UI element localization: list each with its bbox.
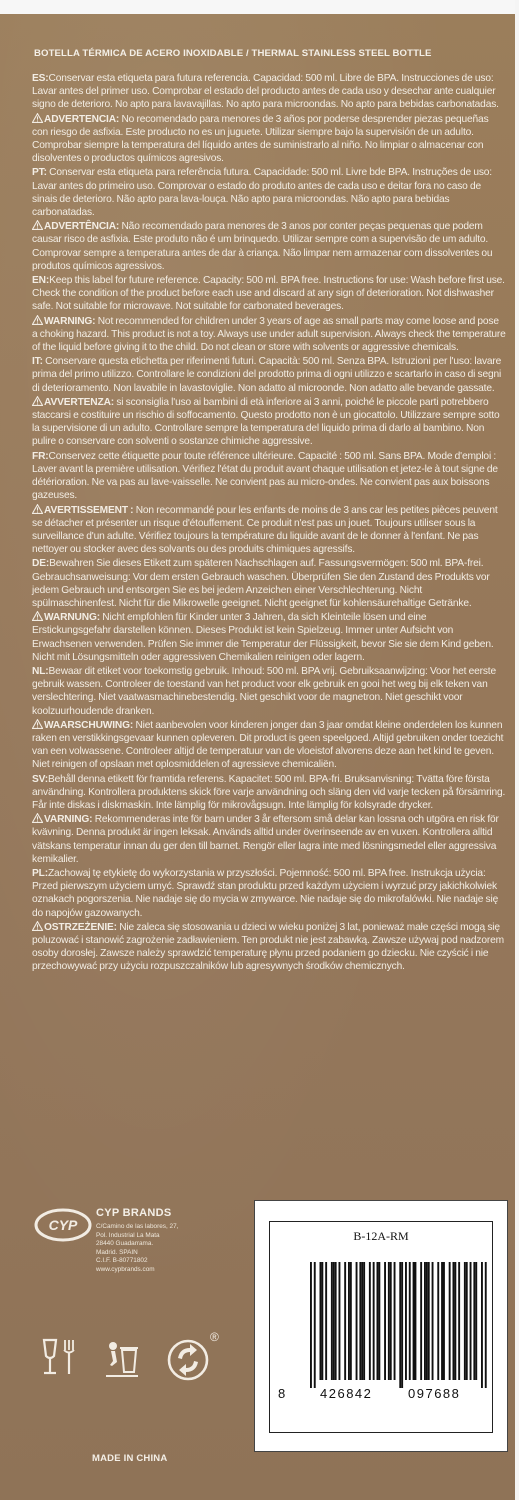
barcode-bar <box>485 1262 487 1388</box>
warning-paragraph <box>32 921 506 974</box>
cyp-logo-icon <box>34 1208 92 1242</box>
barcode-bar <box>390 1262 392 1380</box>
brand-address <box>96 1223 256 1275</box>
warning-triangle-icon <box>32 611 43 621</box>
ean-group-left: 426842 <box>320 1386 373 1401</box>
barcode-bar <box>356 1262 358 1380</box>
section-text: Behåll denna etikett för framtida referens. Kapacitet: 500 ml. BPA-fri. Bruksanvisning: Tvätta före första användning. Kontrollera produktens skick före varje användning och släng den vid varje tecken på försämring. Får inte diskas i diskmaskin. Inte lämplig för mikrovågsugn. Inte lämplig för kolsyrade drycker. <box>32 773 506 811</box>
language-code: NL: <box>32 665 49 677</box>
section-text: Non recommandé pour les enfants de moins de 3 ans car les petites pièces peuvent se détacher et présenter un risque d'étouffement. Ce produit n'est pas un jouet. Toujours utiliser sous la surveillance d'un adulte. Vérifiez toujours la température du liquide avant de le donner à l'enfant. Ne pas nettoyer ou stocker avec des solvants ou des produits chimiques agressifs. <box>32 504 498 556</box>
barcode-bar <box>348 1262 350 1380</box>
barcode-sticker <box>254 1200 508 1452</box>
warning-triangle-icon <box>32 719 43 729</box>
language-code: VARNING: <box>44 814 93 826</box>
section-text: Rekommenderas inte för barn under 3 år eftersom små delar kan lossna och utgöra en risk för kvävning. Denna produkt är ingen leksak. Används alltid under överinseende av en vuxen. Kontrollera alltid vätskans temperatur innan du ger den till barnet. Rengör eller lagra inte med lösningsmedel eller aggressiva kemikalier. <box>32 814 499 865</box>
barcode-bar <box>470 1262 472 1380</box>
symbols-row <box>38 1330 238 1386</box>
language-code: IT: <box>32 356 43 368</box>
barcode-bar <box>377 1262 379 1380</box>
language-code: WAARSCHUWING: <box>44 719 134 731</box>
info-paragraph <box>32 773 506 813</box>
right-edge <box>515 0 519 1500</box>
barcode-bar <box>443 1262 445 1380</box>
barcode-bar <box>454 1262 456 1380</box>
section-text: Zachowaj tę etykietę do wykorzystania w przyszłości. Pojemność: 500 ml. BPA free. Instrukcja użycia: Przed pierwszym użyciem umyć. Sprawdź stan produktu przed każdym użyciem i wyrzuć przy jakichkolwiek oznakach pogorszenia. Nie nadaje się do mycia w zmywarce. Nie nadaje się do mikrofalówki. Nie nadaje się do napojów gazowanych. <box>32 867 499 919</box>
registered-mark: ® <box>210 1330 219 1344</box>
barcode-bar <box>344 1262 346 1380</box>
section-text: Conservar esta etiqueta para futura referencia. Capacidad: 500 ml. Libre de BPA. Instrucciones de uso: Lavar antes del primer uso. Comprobar el estado del producto antes de cada uso y desechar ante cualquier signo de deterioro. No apto para lavavajillas. No apto para microondas. No apto para bebidas carbonatadas. <box>32 73 499 111</box>
barcode-bar <box>361 1262 363 1380</box>
language-code: AVERTISSEMENT : <box>44 504 134 516</box>
warning-triangle-icon <box>32 113 43 123</box>
section-text: Nicht empfohlen für Kinder unter 3 Jahren, da sich Kleinteile lösen und eine Erstickungsgefahr darstellen können. Dieses Produkt ist kein Spielzeug. Immer unter Aufsicht von Erwachsenen verwenden. Prüfen Sie immer die Temperatur der Flüssigkeit, bevor Sie sie dem Kind geben. Nicht mit Lösungsmitteln oder aggressiven Chemikalien reinigen oder lagern. <box>32 612 494 663</box>
barcode-bar <box>420 1262 422 1380</box>
warning-paragraph <box>32 813 506 866</box>
address-line: C.I.F. B-80771802 <box>96 1257 148 1265</box>
barcode-bar <box>409 1262 411 1380</box>
barcode-bar <box>464 1262 466 1380</box>
barcode-bar <box>405 1262 407 1380</box>
warning-paragraph <box>32 719 506 772</box>
address-line: C/Camino de las labores, 27, <box>96 1223 179 1230</box>
language-code: ADVERTENCIA: <box>44 113 120 125</box>
language-code: OSTRZEŻENIE: <box>44 921 117 933</box>
brand-block <box>34 1208 254 1328</box>
ean-group-right: 097688 <box>408 1386 461 1401</box>
info-paragraph <box>32 665 506 718</box>
section-text: No recomendado para menores de 3 años por poderse desprender piezas pequeñas con riesgo de asfixia. Este producto no es un juguete. Utilizar siempre bajo la supervisión de un adulto. Comprobar siempre la temperatura del líquido antes de suministrarlo al niño. No limpiar o almacenar con disolventes o productos químicos agresivos. <box>32 113 489 165</box>
barcode-bar <box>466 1262 468 1380</box>
barcode-bar <box>473 1262 475 1380</box>
language-code: AVVERTENZA: <box>44 396 115 408</box>
product-title: BOTELLA TÉRMICA DE ACERO INOXIDABLE / THERMAL STAINLESS STEEL BOTTLE <box>34 48 432 59</box>
barcode-bar <box>441 1262 443 1380</box>
info-paragraph <box>32 867 506 920</box>
recycle-arrows-icon <box>166 1336 214 1382</box>
section-text: Conservez cette étiquette pour toute référence ultérieure. Capacité : 500 ml. Sans BPA. Mode d'emploi : Laver avant la première utilisation. Vérifiez l'état du produit avant chaque utilisation et jetez-le à tout signe de détérioration. Ne va pas au lave-vaisselle. Ne convient pas au micro-ondes. Ne convient pas aux boissons gazeuses. <box>32 450 498 502</box>
warning-paragraph <box>32 220 506 273</box>
barcode-bar <box>331 1262 333 1380</box>
address-line: Madrid. SPAIN <box>96 1248 138 1256</box>
info-paragraph <box>32 72 506 112</box>
barcode-bar <box>437 1262 439 1380</box>
warning-triangle-icon <box>32 504 43 514</box>
barcode-bar <box>350 1262 352 1380</box>
barcode-icon <box>310 1262 492 1392</box>
warning-triangle-icon <box>32 813 43 823</box>
language-code: PT: <box>32 167 47 179</box>
address-line: www.cypbrands.com <box>96 1265 155 1273</box>
section-text: Conservar esta etiqueta para referência futura. Capacidade: 500 ml. Livre bde BPA. Instruções de uso: Lavar antes do primeiro uso. Comprovar o estado do produto antes de cada uso e deitar fora no caso de sinais de deterioro. Não apto para lava-louça. Não apto para microondas. Não apto para bebidas carbonatadas. <box>32 167 492 219</box>
warning-triangle-icon <box>32 315 43 325</box>
made-in: MADE IN CHINA <box>92 1453 168 1464</box>
barcode-bar <box>384 1262 386 1380</box>
top-edge <box>0 0 519 14</box>
section-text: Nie zaleca się stosowania u dzieci w wieku poniżej 3 lat, ponieważ małe części mogą się poluzować i stanowić zagrożenie zadławieniem. Ten produkt nie jest zabawką. Zawsze używaj pod nadzorem osoby dorosłej. Zawsze należy sprawdzić temperaturę płynu przed podaniem go dziecku. Nie czyścić i nie przechowywać przy użyciu rozpuszczalników lub agresywnych środków chemicznych. <box>32 921 504 973</box>
barcode-bar <box>373 1262 375 1380</box>
barcode-bar <box>314 1262 316 1388</box>
language-code: PL: <box>32 867 48 879</box>
language-code: SV: <box>32 773 48 785</box>
address-line: 28440 Guadarrama. <box>96 1240 154 1248</box>
section-text: Bewahren Sie dieses Etikett zum späteren Nachschlagen auf. Fassungsvermögen: 500 ml. BPA-frei. Gebrauchsanweisung: Vor dem ersten Gebrauch waschen. Überprüfen Sie den Zustand des Produkts vor jedem Gebrauch und entsorgen Sie es bei jedem Anzeichen einer Verschlechterung. Nicht spülmaschinenfest. Nicht für die Mikrowelle geeignet. Nicht geeignet für kohlensäurehaltige Getränke. <box>32 558 490 609</box>
barcode-bar <box>453 1262 455 1380</box>
warning-triangle-icon <box>32 396 43 406</box>
warning-paragraph <box>32 113 506 166</box>
info-paragraph <box>32 274 506 314</box>
info-paragraph <box>32 166 506 219</box>
barcode-bar <box>359 1262 361 1380</box>
sku-code: B-12A-RM <box>353 1229 409 1243</box>
section-text: Não recomendado para menores de 3 anos por conter peças pequenas que podem causar risco de asfixia. Este produto não é um brinquedo. Utilizar sempre com a supervisão de um adulto. Comprovar sempre a temperatura antes de dar à criança. Não limpar nem armazenar com dissolventes ou produtos químicos agressivos. <box>32 221 493 272</box>
section-text: Keep this label for future reference. Capacity: 500 ml. BPA free. Instructions for use: Wash before first use. Check the condition of the product before each use and discard at any sign of deterioration. Not dishwasher safe. Not suitable for microwave. Not suitable for carbonated beverages. <box>32 275 505 313</box>
barcode-bar <box>363 1262 365 1380</box>
section-text: si sconsiglia l'uso ai bambini di età inferiore ai 3 anni, poiché le piccole parti potrebbero staccarsi e costituire un rischio di soffocamento. Questo prodotto non è un giocattolo. Utilizzare sempre sotto la supervisione di un adulto. Controllare sempre la temperatura del liquido prima di darlo al bambino. Non pulire o conservare con solventi o sostanze chimiche aggressive. <box>32 396 500 448</box>
barcode-bar <box>481 1262 483 1388</box>
recycle-bin-icon <box>102 1336 142 1380</box>
svg-text:CYP: CYP <box>48 1217 78 1233</box>
warning-paragraph <box>32 396 506 449</box>
barcode-bar <box>399 1262 401 1388</box>
barcode-bar <box>432 1262 434 1380</box>
warning-paragraph <box>32 504 506 557</box>
section-text: Bewaar dit etiket voor toekomstig gebruik. Inhoud: 500 ml. BPA vrij. Gebruiksaanwijzing: Voor het eerste gebruik wassen. Controleer de toestand van het product voor elk gebruik en gooi het weg bij elk teken van verslechtering. Niet vaatwasmachinebestendig. Niet geschikt voor de magnetron. Niet geschikt voor koolzuurhoudende dranken. <box>32 665 497 717</box>
section-text: Niet aanbevolen voor kinderen jonger dan 3 jaar omdat kleine onderdelen los kunnen raken en verstikkingsgevaar kunnen opleveren. Dit product is geen speelgoed. Altijd gebruiken onder toezicht van een volwassene. Controleer altijd de temperatuur van de vloeistof alvorens deze aan het kind te geven. Niet reinigen of opslaan met oplosmiddelen of agressieve chemicaliën. <box>32 719 504 771</box>
barcode-bar <box>321 1262 323 1380</box>
barcode-bar <box>378 1262 380 1380</box>
barcode-bar <box>394 1262 396 1380</box>
barcode-bar <box>449 1262 451 1380</box>
barcode-bar <box>428 1262 430 1380</box>
barcode-bar <box>335 1262 337 1380</box>
barcode-bar <box>388 1262 390 1380</box>
warning-paragraph <box>32 611 506 664</box>
language-code: FR: <box>32 450 49 462</box>
section-text: Not recommended for children under 3 years of age as small parts may come loose and pose a choking hazard. This product is not a toy. Always use under adult supervision. Always check the temperature of the liquid before giving it to the child. Do not clean or store with solvents or aggressive chemicals. <box>32 315 506 354</box>
ean-first-digit: 8 <box>278 1386 286 1401</box>
warning-triangle-icon <box>32 220 43 230</box>
language-code: WARNING: <box>44 315 96 327</box>
barcode-bar <box>415 1262 417 1380</box>
section-text: Conservare questa etichetta per riferimenti futuri. Capacità: 500 ml. Senza BPA. Istruzioni per l'uso: lavare prima del primo utilizzo. Controllare le condizioni del prodotto prima di ogni utilizzo e scartarlo in caso di segni di deterioramento. Non lavabile in lavastoviglie. Non adatto al microonde. Non adatto alle bevande gassate. <box>32 356 502 394</box>
barcode-bar <box>413 1262 415 1380</box>
barcode-bar <box>424 1262 426 1380</box>
language-code: ADVERTÊNCIA: <box>44 221 120 233</box>
info-paragraph <box>32 450 506 503</box>
barcode-bar <box>325 1262 327 1380</box>
instructions-text <box>32 72 506 975</box>
info-paragraph <box>32 355 506 395</box>
warning-paragraph <box>32 315 506 355</box>
info-paragraph <box>32 557 506 610</box>
barcode-bar <box>458 1262 460 1380</box>
barcode-bar <box>369 1262 371 1380</box>
barcode-bar <box>339 1262 341 1380</box>
barcode-bar <box>426 1262 428 1380</box>
address-line: Pol. Industrial La Mata <box>96 1231 160 1239</box>
barcode-bar <box>310 1262 312 1388</box>
barcode-frame <box>269 1221 493 1433</box>
barcode-bar <box>333 1262 335 1380</box>
barcode-bar <box>475 1262 477 1380</box>
language-code: EN: <box>32 275 50 287</box>
barcode-bar <box>320 1262 322 1380</box>
brand-name: CYP BRANDS <box>96 1207 172 1219</box>
warning-triangle-icon <box>32 921 43 931</box>
barcode-bar <box>401 1262 403 1388</box>
language-code: DE: <box>32 558 50 570</box>
language-code: ES: <box>32 73 49 84</box>
glass-fork-icon <box>38 1336 76 1380</box>
language-code: WARNUNG: <box>44 612 100 624</box>
